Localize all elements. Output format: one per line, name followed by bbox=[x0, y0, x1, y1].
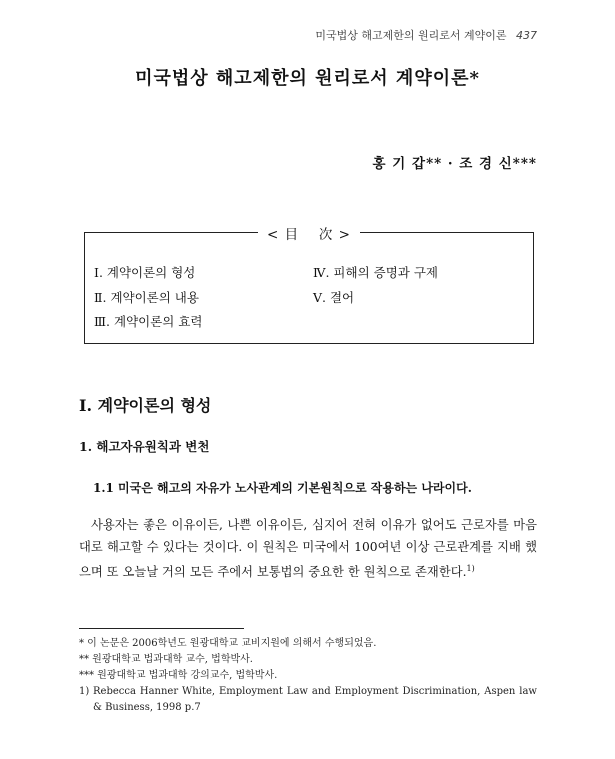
subsection-title: 1. 해고자유원칙과 변천 bbox=[79, 439, 210, 454]
subsubsection-title: 1.1 미국은 해고의 자유가 노사관계의 기본원칙으로 작용하는 나라이다. bbox=[93, 481, 472, 495]
footnotes bbox=[79, 636, 537, 716]
toc-column-left bbox=[94, 261, 203, 335]
toc-item: Ⅱ. 계약이론의 내용 bbox=[94, 289, 199, 305]
paper-title: 미국법상 해고제한의 원리로서 계약이론* bbox=[135, 68, 480, 89]
authors: 홍 기 갑** · 조 경 신*** bbox=[372, 156, 537, 172]
toc-item: Ⅰ. 계약이론의 형성 bbox=[94, 265, 196, 280]
toc-item: Ⅳ. 피해의 증명과 구제 bbox=[313, 265, 438, 280]
footnote: *** 원광대학교 법과대학 강의교수, 법학박사. bbox=[79, 670, 278, 681]
footnote-number: 1) bbox=[79, 686, 90, 697]
toc-item: Ⅲ. 계약이론의 효력 bbox=[94, 314, 203, 329]
footnote: * 이 논문은 2006학년도 원광대학교 교비지원에 의해서 수행되었음. bbox=[79, 638, 377, 649]
toc-heading bbox=[85, 223, 533, 243]
footnote-citation bbox=[79, 684, 537, 716]
footnote-reference: 1) bbox=[466, 564, 475, 573]
toc-heading-text: < 目 次 > bbox=[258, 227, 360, 243]
toc-column-right bbox=[313, 261, 438, 310]
footnote: ** 원광대학교 법과대학 교수, 법학박사. bbox=[79, 654, 253, 665]
table-of-contents bbox=[84, 227, 534, 344]
footnote-text: Rebecca Hanner White, Employment Law and Employment Discrimination, Aspen law & Business, 1998 p.7 bbox=[93, 686, 537, 713]
running-header bbox=[315, 27, 537, 43]
toc-item: Ⅴ. 결어 bbox=[313, 289, 355, 305]
page-number: 437 bbox=[516, 29, 537, 42]
footnote-divider bbox=[79, 628, 244, 629]
running-header-title: 미국법상 해고제한의 원리로서 계약이론 bbox=[315, 29, 507, 42]
paragraph-text: 사용자는 좋은 이유이든, 나쁜 이유이든, 심지어 전혀 이유가 없어도 근로자를 마음대로 해고할 수 있다는 것이다. 이 원칙은 미국에서 100여년 이상 근로관계를 지배 했으며 또 오늘날 거의 모든 주에서 보통법의 중요한 한 원칙으로 존재한다. bbox=[79, 518, 537, 580]
body-paragraph bbox=[79, 515, 537, 584]
section-title: Ⅰ. 계약이론의 형성 bbox=[79, 396, 212, 415]
